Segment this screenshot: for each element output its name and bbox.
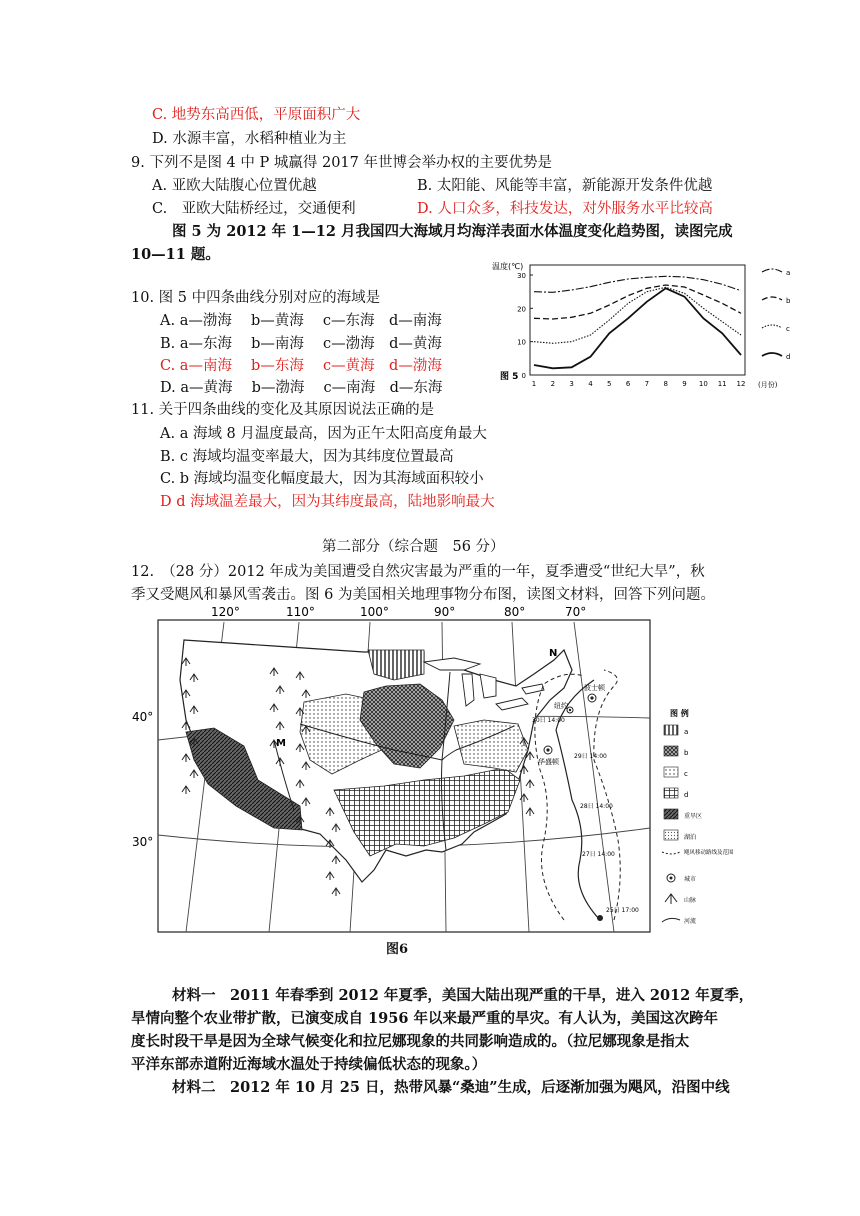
material1-line2: 旱情向整个农业带扩散，已演变成自 1956 年以来最严重的旱灾。有人认为，美国这次跨年 xyxy=(131,1010,718,1027)
part2-heading: 第二部分（综合题 56 分） xyxy=(322,539,505,555)
svg-text:30日 14:00: 30日 14:00 xyxy=(532,717,565,724)
fig5-xtick-label: 7 xyxy=(644,380,650,388)
fig5-ytick-label: 10 xyxy=(517,338,526,347)
fig5-xunit: (月份) xyxy=(758,381,778,389)
svg-text:纽约: 纽约 xyxy=(554,702,568,710)
fig5-ylabel: 温度(℃) xyxy=(492,262,524,271)
svg-text:27日 14:00: 27日 14:00 xyxy=(582,851,615,858)
fig5-ytick-label: 30 xyxy=(517,272,526,280)
legend-drought: 重旱区 xyxy=(684,813,703,820)
legend-swatch-river xyxy=(662,918,680,922)
fig5-xtick-label: 8 xyxy=(663,380,668,388)
q11-option-b: B. c 海域均温变率最大，因为其纬度位置最高 xyxy=(160,449,454,465)
q12-line1: 12. （28 分）2012 年成为美国遭受自然灾害最为严重的一年，夏季遭受“世纪大旱”，秋 xyxy=(131,564,705,580)
legend-river: 河流 xyxy=(684,918,697,925)
material1-line1: 材料一 2011 年春季到 2012 年夏季，美国大陆出现严重的干旱，进入 2012 年夏季， xyxy=(172,987,754,1004)
fig5-series-c xyxy=(534,287,741,343)
q9-stem: 9. 下列不是图 4 中 P 城赢得 2017 年世博会举办权的主要优势是 xyxy=(131,155,552,171)
q10-stem: 10. 图 5 中四条曲线分别对应的海域是 xyxy=(131,290,381,306)
fig5-legend-swatch-c xyxy=(762,325,782,328)
material1-line4: 平洋东部赤道附近海域水温处于持续偏低状态的现象。） xyxy=(131,1056,487,1073)
lon-label-100: 100° xyxy=(360,605,389,619)
legend-lake: 湖泊 xyxy=(684,834,697,841)
fig5-xtick-label: 10 xyxy=(698,380,708,388)
lon-label-70: 70° xyxy=(565,605,587,619)
fig5-ytick-label: 20 xyxy=(517,305,526,314)
material2-line1: 材料二 2012 年 10 月 25 日，热带风暴“桑迪”生成，后逐渐加强为飓风，沿图中线 xyxy=(172,1079,730,1096)
fig5-label: 图 5 xyxy=(500,372,519,382)
fig5-legend-swatch-a xyxy=(762,269,782,272)
fig5-xtick-label: 4 xyxy=(588,380,593,388)
q10-option-c: C. a—南海 b—东海 c—黄海 d—渤海 xyxy=(160,358,442,374)
legend-swatch-a xyxy=(664,725,678,735)
fig5-ytick-label: 0 xyxy=(521,372,526,380)
fig5-xtick-label: 1 xyxy=(531,380,537,388)
fig5-legend-swatch-d xyxy=(762,353,782,356)
svg-text:波士顿: 波士顿 xyxy=(584,684,605,692)
fig5-plot-frame xyxy=(530,265,745,375)
fig5-intro-line1: 图 5 为 2012 年 1—12 月我国四大海域月均海洋表面水体温度变化趋势图，读图完成 xyxy=(172,223,733,240)
fig5-xtick-label: 12 xyxy=(736,380,746,388)
q8-option-c: C. 地势东高西低，平原面积广大 xyxy=(152,107,361,123)
fig5-series-d xyxy=(534,288,741,368)
map-mark-n: N xyxy=(549,648,558,659)
legend-track: 飓风移动路线及范围 xyxy=(684,850,734,856)
q11-option-c: C. b 海域均温变化幅度最大，因为其海域面积较小 xyxy=(160,471,484,487)
q11-option-d: D d 海域温差最大，因为其纬度最高，陆地影响最大 xyxy=(160,494,495,510)
fig6-legend xyxy=(662,708,734,925)
q12-line2: 季又受飓风和暴风雪袭击。图 6 为美国相关地理事物分布图，读图文材料，回答下列问题。 xyxy=(131,587,715,603)
q9-option-d: D. 人口众多，科技发达，对外服务水平比较高 xyxy=(417,201,713,217)
fig5-xtick-label: 3 xyxy=(569,380,574,388)
q9-option-c: C. 亚欧大陆桥经过，交通便利 xyxy=(152,201,356,217)
figure-5-chart xyxy=(490,258,800,394)
fig5-series-a xyxy=(534,276,741,292)
legend-b: b xyxy=(684,749,689,757)
lon-label-110: 110° xyxy=(286,605,315,619)
legend-city: 城市 xyxy=(684,876,697,883)
q8-option-d: D. 水源丰富，水稻种植业为主 xyxy=(152,131,347,147)
fig5-xtick-label: 5 xyxy=(607,380,612,388)
svg-text:28日 14:00: 28日 14:00 xyxy=(580,803,613,810)
fig5-xtick-label: 9 xyxy=(682,380,687,388)
q10-option-b: B. a—东海 b—南海 c—渤海 d—黄海 xyxy=(160,336,442,352)
svg-text:华盛顿: 华盛顿 xyxy=(538,758,559,766)
fig6-label: 图6 xyxy=(386,942,409,957)
legend-mountain: 山脉 xyxy=(684,897,697,904)
legend-swatch-track xyxy=(662,852,680,854)
fig5-intro-line2: 10—11 题。 xyxy=(131,246,220,263)
legend-swatch-mountain xyxy=(665,894,677,904)
legend-swatch-lake xyxy=(664,830,678,840)
legend-swatch-c xyxy=(664,767,678,777)
fig5-xtick-label: 11 xyxy=(717,380,727,388)
map-mark-m: M xyxy=(276,738,286,749)
lat-label-40: 40° xyxy=(132,710,154,724)
q11-option-a: A. a 海域 8 月温度最高，因为正午太阳高度角最大 xyxy=(160,426,487,442)
lon-label-90: 90° xyxy=(434,605,456,619)
legend-title: 图 例 xyxy=(670,709,689,718)
material1-line3: 度长时段干旱是因为全球气候变化和拉尼娜现象的共同影响造成的。（拉尼娜现象是指太 xyxy=(131,1033,690,1050)
q9-option-a: A. 亚欧大陆腹心位置优越 xyxy=(152,178,317,194)
fig5-series-b xyxy=(534,285,741,319)
fig5-legend-d: d xyxy=(786,353,791,361)
legend-c: c xyxy=(684,770,688,778)
legend-swatch-b xyxy=(664,746,678,756)
fig5-legend-b: b xyxy=(786,297,791,305)
q10-option-d: D. a—黄海 b—渤海 c—南海 d—东海 xyxy=(160,380,443,396)
fig5-xtick-label: 6 xyxy=(625,380,631,388)
svg-text:25日 17:00: 25日 17:00 xyxy=(606,907,639,914)
fig5-legend-swatch-b xyxy=(762,297,782,300)
lon-label-80: 80° xyxy=(504,605,526,619)
q9-option-b: B. 太阳能、风能等丰富，新能源开发条件优越 xyxy=(417,178,713,194)
legend-a: a xyxy=(684,728,689,736)
fig5-legend-a: a xyxy=(786,269,791,277)
svg-text:29日 14:00: 29日 14:00 xyxy=(574,753,607,760)
lat-label-30: 30° xyxy=(132,835,154,849)
figure-6-map xyxy=(124,600,734,940)
q11-stem: 11. 关于四条曲线的变化及其原因说法正确的是 xyxy=(131,402,435,418)
legend-swatch-d xyxy=(664,788,678,798)
legend-swatch-drought xyxy=(664,809,678,819)
region-c-east xyxy=(454,720,528,772)
lon-label-120: 120° xyxy=(211,605,240,619)
fig5-legend-c: c xyxy=(786,325,790,333)
q10-option-a: A. a—渤海 b—黄海 c—东海 d—南海 xyxy=(160,313,442,329)
fig5-xtick-label: 2 xyxy=(550,380,556,388)
legend-d: d xyxy=(684,791,689,799)
